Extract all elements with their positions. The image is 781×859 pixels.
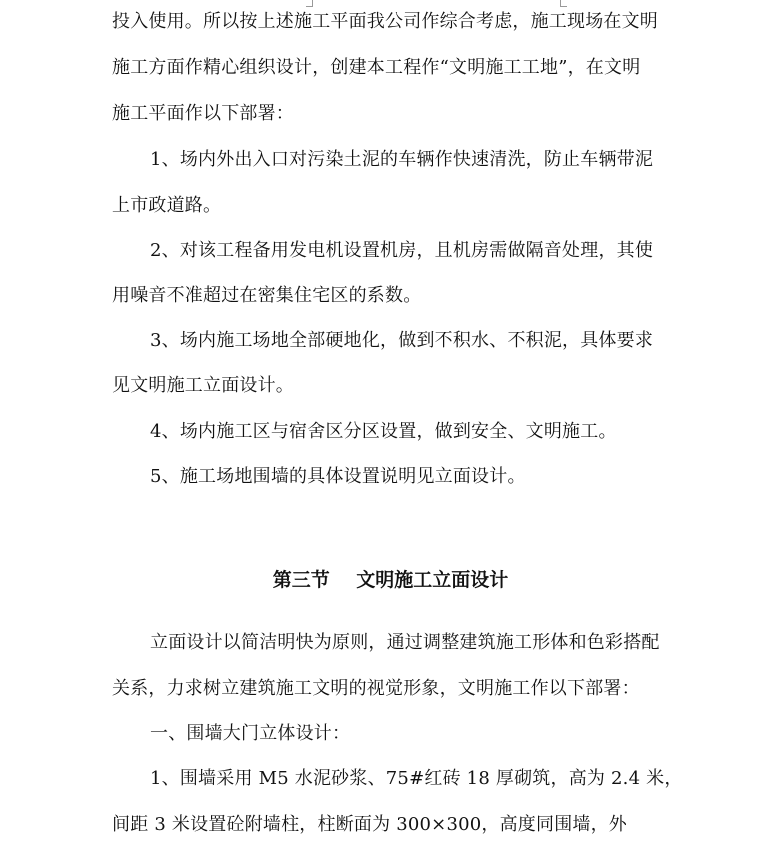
paragraph-line: 间距 3 米设置砼附墙柱，柱断面为 300×300，高度同围墙，外 bbox=[112, 814, 628, 835]
list-item-line: 1、围墙采用 M5 水泥砂浆、75#红砖 18 厚砌筑，高为 2.4 米， bbox=[150, 768, 683, 789]
list-item-1-continuation: 上市政道路。 bbox=[112, 195, 222, 216]
list-item-2-continuation: 用噪音不准超过在密集住宅区的系数。 bbox=[112, 285, 422, 306]
list-item-5-line: 5、施工场地围墙的具体设置说明见立面设计。 bbox=[150, 466, 526, 487]
list-item-2-line: 2、对该工程备用发电机设置机房，且机房需做隔音处理，其使 bbox=[150, 240, 654, 261]
paragraph-line: 关系，力求树立建筑施工文明的视觉形象，文明施工作以下部署： bbox=[112, 678, 640, 699]
paragraph-line: 投入使用。所以按上述施工平面我公司作综合考虑，施工现场在文明 bbox=[112, 11, 658, 32]
crop-mark-right bbox=[560, 0, 567, 7]
crop-mark-left bbox=[306, 0, 313, 7]
list-item-3-continuation: 见文明施工立面设计。 bbox=[112, 375, 294, 396]
section-heading: 第三节 文明施工立面设计 bbox=[272, 569, 509, 591]
subsection-title: 一、围墙大门立体设计： bbox=[150, 723, 351, 744]
paragraph-line: 立面设计以简洁明快为原则，通过调整建筑施工形体和色彩搭配 bbox=[150, 632, 660, 653]
paragraph-line: 施工方面作精心组织设计，创建本工程作“文明施工工地”，在文明 bbox=[112, 57, 641, 78]
list-item-3-line: 3、场内施工场地全部硬地化，做到不积水、不积泥，具体要求 bbox=[150, 330, 654, 351]
list-item-1-line: 1、场内外出入口对污染土泥的车辆作快速清洗，防止车辆带泥 bbox=[150, 149, 654, 170]
list-item-4-line: 4、场内施工区与宿舍区分区设置，做到安全、文明施工。 bbox=[150, 421, 617, 442]
paragraph-line: 施工平面作以下部署： bbox=[112, 103, 294, 124]
